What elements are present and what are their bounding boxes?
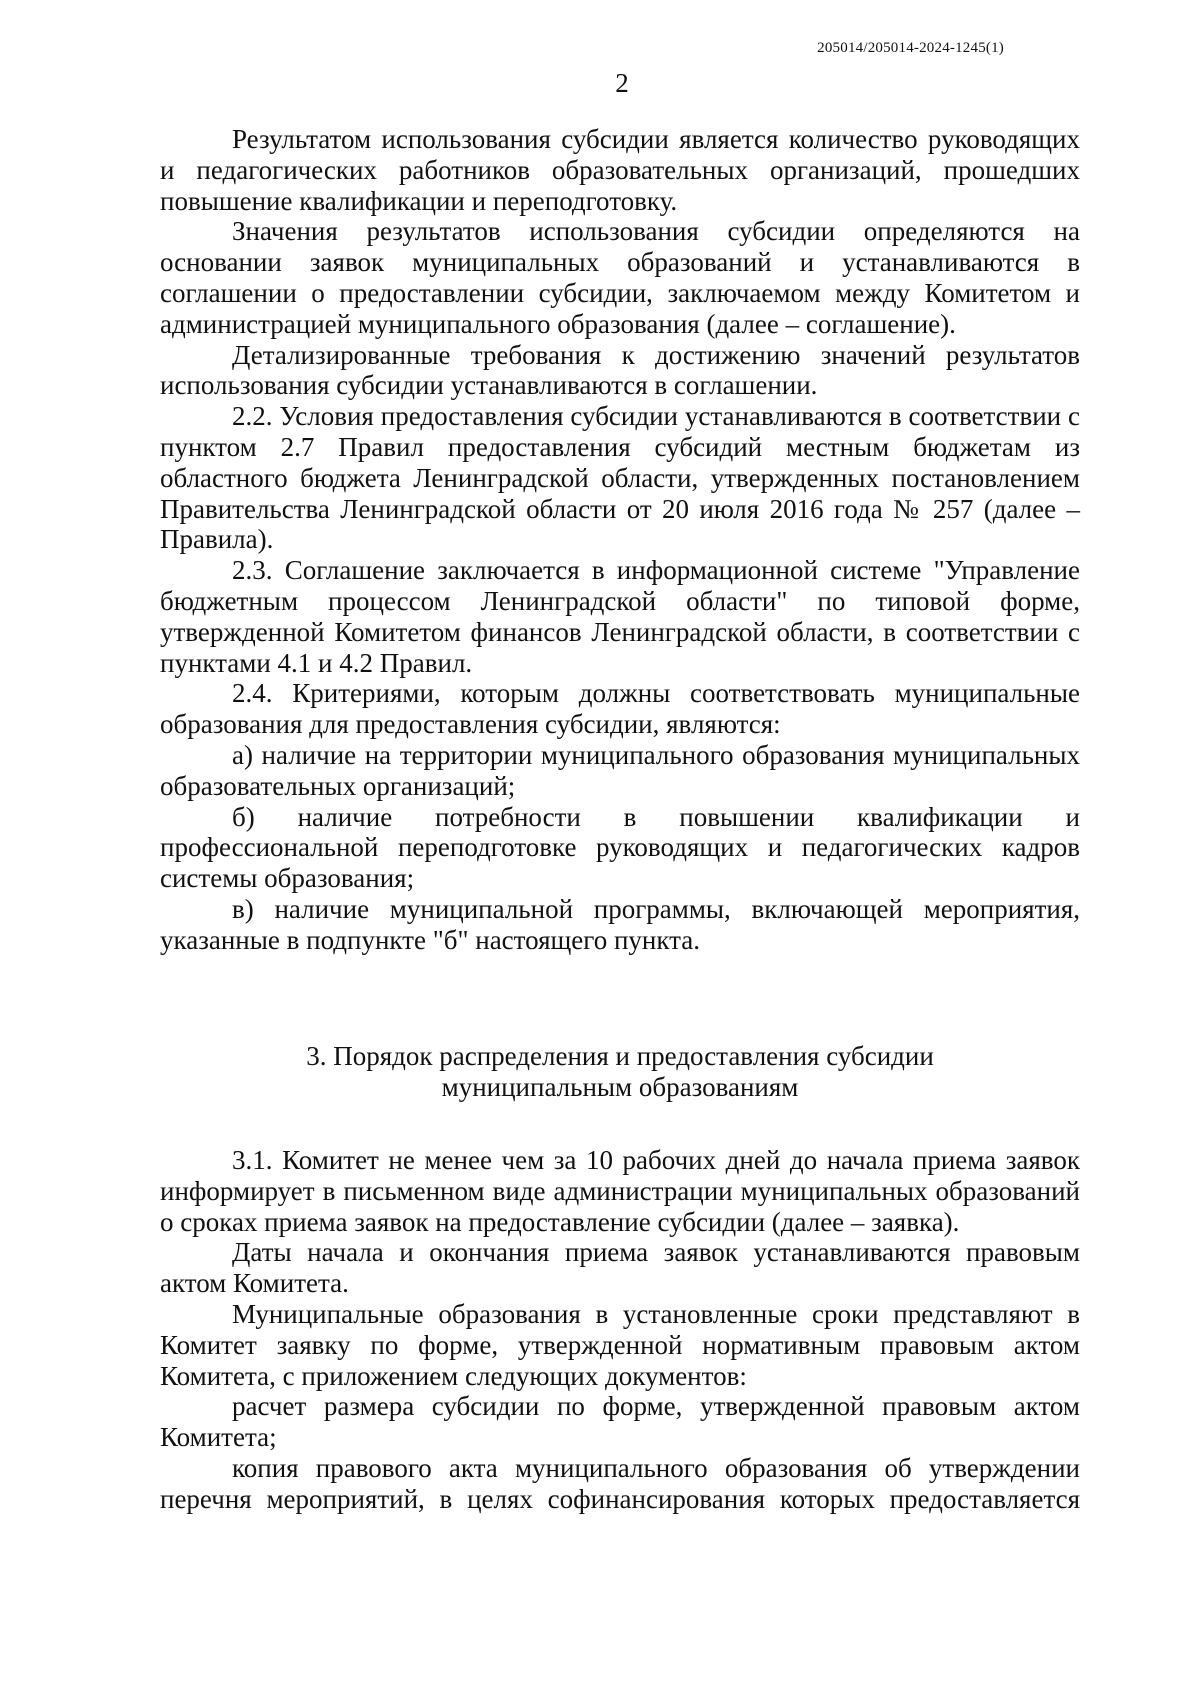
paragraph-2-4: 2.4. Критериями, которым должны соответствовать муниципальные образования для предоставления субсидии, являются: [160, 678, 1080, 740]
paragraph-2-2: 2.2. Условия предоставления субсидии устанавливаются в соответствии с пунктом 2.7 Правил предоставления субсидий местным бюджетам из областного бюджета Ленинградской области, утвержденных постановлением Правительства Ленинградской области от 20 июля 2016 года № 257 (далее – Правила). [160, 401, 1080, 555]
paragraph-criterion-a: а) наличие на территории муниципального образования муниципальных образовательных организаций; [160, 739, 1080, 801]
paragraph-result: Результатом использования субсидии является количество руководящих и педагогических работников образовательных организаций, прошедших повышение квалификации и переподготовку. [160, 124, 1080, 216]
section-heading-line2: муниципальным образованиям [441, 1071, 799, 1102]
section-body [160, 1145, 1080, 1515]
paragraph-submission: Муниципальные образования в установленные сроки представляют в Комитет заявку по форме, утвержденной нормативным правовым актом Комитета, с приложением следующих документов: [160, 1298, 1080, 1391]
document-id: 205014/205014-2024-1245(1) [817, 40, 1004, 56]
document-body [160, 124, 1080, 956]
paragraph-3-1: 3.1. Комитет не менее чем за 10 рабочих дней до начала приема заявок информирует в письменном виде администрации муниципальных образований о сроках приема заявок на предоставление субсидии (далее – заявка). [160, 1145, 1080, 1237]
paragraph-criterion-b: б) наличие потребности в повышении квалификации и профессиональной переподготовке руководящих и педагогических кадров системы образования; [160, 801, 1080, 894]
section-heading-line1: 3. Порядок распределения и предоставления субсидии [306, 1041, 934, 1071]
paragraph-calculation: расчет размера субсидии по форме, утвержденной правовым актом Комитета; [160, 1391, 1080, 1453]
paragraph-detailed-requirements: Детализированные требования к достижению значений результатов использования субсидии устанавливаются в соглашении. [160, 339, 1080, 401]
paragraph-legal-act-copy: копия правового акта муниципального образования об утверждении перечня мероприятий, в целях софинансирования которых предоставляется [160, 1452, 1080, 1514]
paragraph-criterion-c: в) наличие муниципальной программы, включающей мероприятия, указанные в подпункте "б" настоящего пункта. [160, 893, 1080, 955]
paragraph-2-3: 2.3. Соглашение заключается в информационной системе "Управление бюджетным процессом Ленинградской области" по типовой форме, утвержденной Комитетом финансов Ленинградской области, в соответствии с пунктами 4.1 и 4.2 Правил. [160, 555, 1080, 678]
paragraph-dates: Даты начала и окончания приема заявок устанавливаются правовым актом Комитета. [160, 1237, 1080, 1299]
section-heading [160, 1041, 1080, 1103]
paragraph-result-values: Значения результатов использования субсидии определяются на основании заявок муниципальных образований и устанавливаются в соглашении о предоставлении субсидии, заключаемом между Комитетом и администрацией муниципального образования (далее – соглашение). [160, 216, 1080, 339]
page-number: 2 [615, 68, 629, 98]
